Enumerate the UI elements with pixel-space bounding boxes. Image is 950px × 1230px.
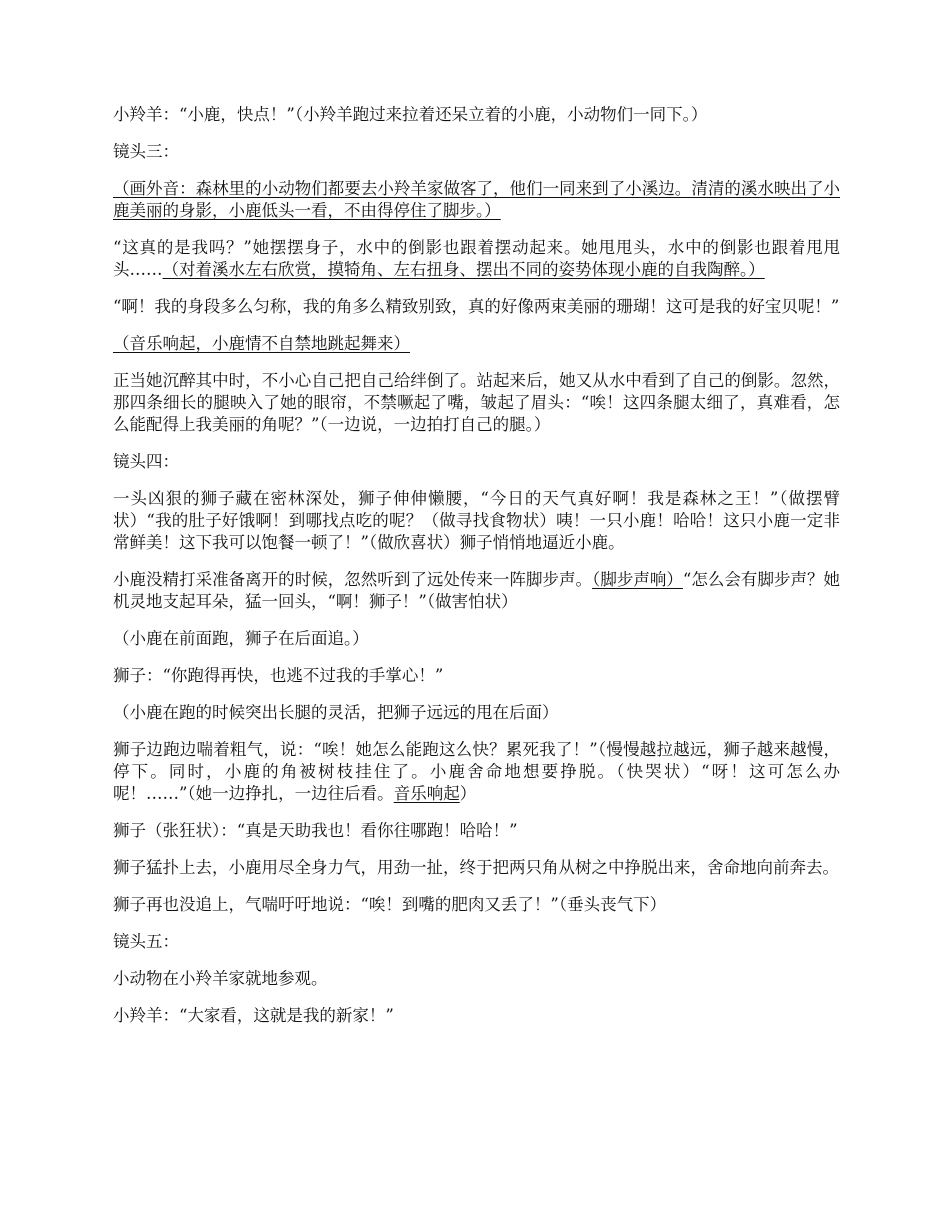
paragraph <box>113 931 840 953</box>
text-segment: 小羚羊：“小鹿，快点！”（小羚羊跑过来拉着还呆立着的小鹿，小动物们一同下。） <box>113 105 708 124</box>
document-page <box>113 104 840 1042</box>
paragraph <box>113 104 840 126</box>
text-segment: 狮子猛扑上去，小鹿用尽全身力气，用劲一扯，终于把两只角从树之中挣脱出来，舍命地向前奔去。 <box>113 858 839 877</box>
paragraph <box>113 237 840 281</box>
text-segment: 小羚羊：“大家看，这就是我的新家！” <box>113 1006 394 1025</box>
paragraph <box>113 141 840 163</box>
text-segment: 一头凶狠的狮子藏在密林深处，狮子伸伸懒腰，“今日的天气真好啊！我是森林之王！”（做摆臂状）“我的肚子好饿啊！到哪找点吃的呢？（做寻找食物状）咦！一只小鹿！哈哈！这只小鹿一定非常鲜美！这下我可以饱餐一顿了！”（做欣喜状）狮子悄悄地逼近小鹿。 <box>113 489 840 552</box>
text-segment: 狮子（张狂状）：“真是天助我也！看你往哪跑！哈哈！” <box>113 821 518 840</box>
text-segment: 镜头五： <box>113 932 179 951</box>
paragraph <box>113 333 840 355</box>
paragraph <box>113 370 840 436</box>
underlined-text: （脚步声响） <box>592 570 683 589</box>
text-segment: 镜头四： <box>113 452 179 471</box>
text-segment: 狮子再也没追上，气喘吁吁地说：“唉！到嘴的肥肉又丢了！”（垂头丧气下） <box>113 895 667 914</box>
paragraph <box>113 569 840 613</box>
paragraph <box>113 1005 840 1027</box>
paragraph <box>113 857 840 879</box>
text-segment: （小鹿在前面跑，狮子在后面追。） <box>113 629 369 648</box>
text-segment: （小鹿在跑的时候突出长腿的灵活，把狮子远远的甩在后面） <box>113 703 559 722</box>
underlined-text: （音乐响起，小鹿情不自禁地跳起舞来） <box>113 334 410 353</box>
text-segment: “这真的是我吗？”她摆摆身子，水中的倒影也跟着摆动起来。她甩甩头，水中的倒影也跟着甩甩头…… <box>113 238 840 279</box>
paragraph <box>113 296 840 318</box>
underlined-text: 音乐响起 <box>393 784 460 803</box>
text-segment: “啊！我的身段多么匀称，我的角多么精致别致，真的好像两束美丽的珊瑚！这可是我的好宝贝呢！” <box>113 297 840 316</box>
paragraph <box>113 739 840 805</box>
paragraph <box>113 968 840 990</box>
paragraph <box>113 702 840 724</box>
text-segment: ） <box>459 784 477 803</box>
paragraph <box>113 820 840 842</box>
text-segment: 小动物在小羚羊家就地参观。 <box>113 969 328 988</box>
paragraph <box>113 894 840 916</box>
paragraph <box>113 665 840 687</box>
paragraph <box>113 488 840 554</box>
text-segment: 镜头三： <box>113 142 179 161</box>
text-segment: 正当她沉醉其中时，不小心自己把自己给绊倒了。站起来后，她又从水中看到了自己的倒影。忽然，那四条细长的腿映入了她的眼帘，不禁噘起了嘴，皱起了眉头：“唉！这四条腿太细了，真难看，怎么能配得上我美丽的角呢？”（一边说，一边拍打自己的腿。） <box>113 371 840 434</box>
paragraph <box>113 451 840 473</box>
text-segment: “怎么会有脚步声？她机灵地支起耳朵，猛一回头，“啊！狮子！”（做害怕状） <box>113 570 841 611</box>
text-segment: 狮子边跑边喘着粗气，说：“唉！她怎么能跑这么快？累死我了！”（慢慢越拉越远，狮子越来越慢，停下。同时，小鹿的角被树枝挂住了。小鹿舍命地想要挣脱。（快哭状）“呀！这可怎么办呢！……”（她一边挣扎，一边往后看。 <box>113 740 840 803</box>
text-segment: 小鹿没精打采准备离开的时候，忽然听到了远处传来一阵脚步声。 <box>113 570 593 589</box>
paragraph <box>113 628 840 650</box>
text-segment: 狮子：“你跑得再快，也逃不过我的手掌心！” <box>113 666 444 685</box>
paragraph <box>113 178 840 222</box>
underlined-text: （画外音：森林里的小动物们都要去小羚羊家做客了，他们一同来到了小溪边。清清的溪水映出了小鹿美丽的身影，小鹿低头一看，不由得停住了脚步。） <box>113 179 840 220</box>
underlined-text: （对着溪水左右欣赏，摸犄角、左右扭身、摆出不同的姿势体现小鹿的自我陶醉。） <box>162 260 765 279</box>
